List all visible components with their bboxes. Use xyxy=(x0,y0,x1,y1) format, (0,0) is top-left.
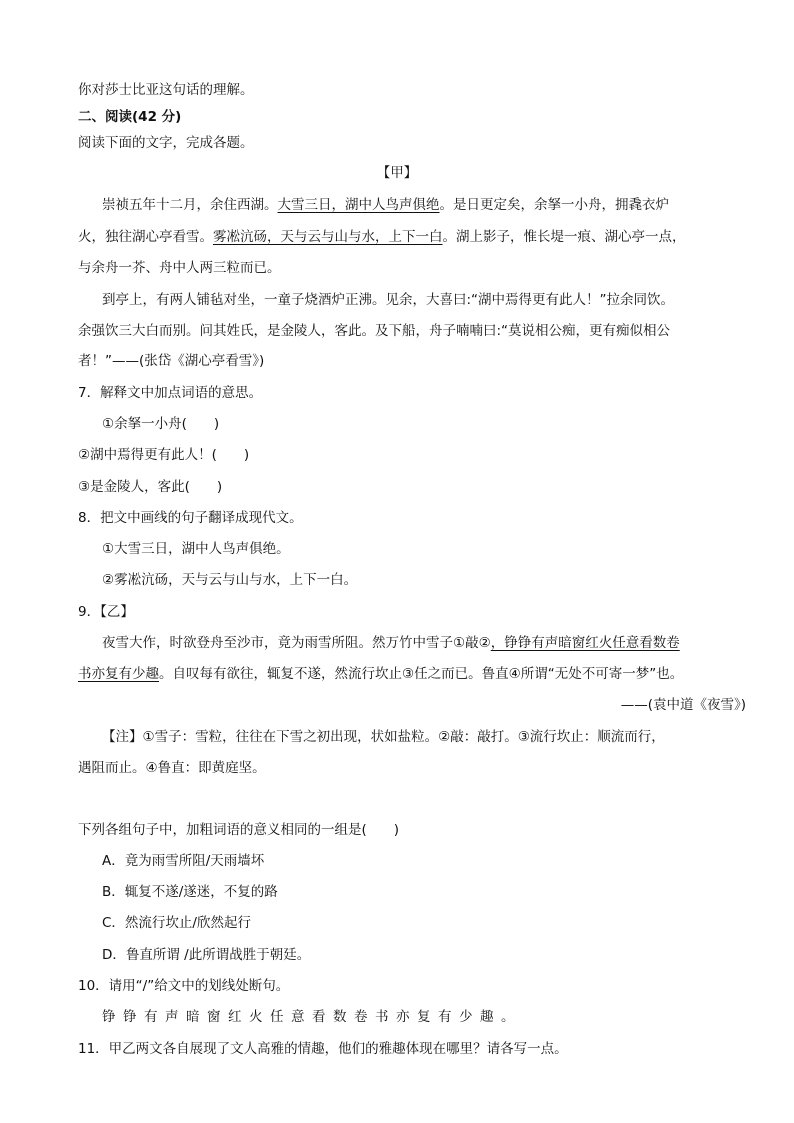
question-8-stem: 8．把文中画线的句子翻译成现代文。 xyxy=(78,510,303,526)
question-7-item: ②湖中焉得更有此人！( ) xyxy=(78,447,250,463)
reading-instruction: 阅读下面的文字，完成各题。 xyxy=(78,135,254,151)
passage-a-line xyxy=(102,195,794,215)
passage-a-line: 与余舟一芥、舟中人两三粒而已。 xyxy=(78,260,281,276)
passage-a-line xyxy=(78,227,794,247)
question-9-option-c: C．然流行坎止/欣然起行 xyxy=(102,915,251,931)
passage-a-line: 到亭上，有两人铺毡对坐，一童子烧酒炉正沸。见余，大喜曰:“湖中焉得更有此人！”拉余同饮。 xyxy=(102,292,675,308)
question-7-item: ①余拏一小舟( ) xyxy=(102,416,220,432)
passage-b-source: ——(袁中道《夜雪》) xyxy=(620,697,746,713)
underlined-passage-b: 书亦复有少趣 xyxy=(78,666,159,682)
underlined-passage-b: ，铮铮有声暗窗红火任意看数卷 xyxy=(490,635,680,651)
intro-tail-text: 你对莎士比亚这句话的理解。 xyxy=(78,82,254,98)
passage-b-line xyxy=(102,633,794,653)
passage-a-text: 火，独往湖心亭看雪。 xyxy=(78,229,213,245)
question-8-item: ②雾凇沆砀，天与云与山与水，上下一白。 xyxy=(102,572,358,588)
question-9-label: 9．【乙】 xyxy=(78,604,134,620)
passage-a-text: 。湖上影子，惟长堤一痕、湖心亭一点， xyxy=(442,229,686,245)
underlined-sentence-2: 雾凇沆砀，天与云与山与水，上下一白 xyxy=(213,229,443,245)
question-9-option-a: A．竟为雨雪所阻/天雨墙坏 xyxy=(102,853,265,869)
question-10-stem: 10．请用“/”给文中的划线处断句。 xyxy=(78,978,290,994)
question-9-stem: 下列各组句子中，加粗词语的意义相同的一组是( ) xyxy=(78,822,400,838)
underlined-sentence-1: 大雪三日，湖中人鸟声俱绝 xyxy=(277,197,440,213)
section-title: 二、阅读(42 分) xyxy=(78,109,182,125)
passage-a-text: 。是日更定矣，余拏一小舟，拥毳衣炉 xyxy=(439,197,669,213)
passage-a-line: 余强饮三大白而别。问其姓氏，是金陵人，客此。及下船，舟子喃喃曰:“莫说相公痴，更有痴似相公 xyxy=(78,323,671,339)
passage-b-note: 【注】①雪子：雪粒，往往在下雪之初出现，状如盐粒。②敲：敲打。③流行坎止：顺流而行， xyxy=(102,729,665,745)
question-7-stem: 7．解释文中加点词语的意思。 xyxy=(78,385,263,401)
question-9-option-b: B．辄复不遂/遂迷，不复的路 xyxy=(102,884,278,900)
passage-a-text: 崇祯五年十二月，余住西湖。 xyxy=(102,197,278,213)
question-11-stem: 11．甲乙两文各自展现了文人高雅的情趣，他们的雅趣体现在哪里？请各写一点。 xyxy=(78,1041,568,1057)
question-8-item: ①大雪三日，湖中人鸟声俱绝。 xyxy=(102,541,290,557)
passage-a-heading: 【甲】 xyxy=(376,165,418,181)
question-9-option-d: D．鲁直所谓 /此所谓战胜于朝廷。 xyxy=(102,947,311,963)
passage-b-text: 。自叹每有欲往，辄复不遂，然流行坎止③任之而已。鲁直④所谓“无处不可寄一梦”也。 xyxy=(159,666,684,682)
passage-b-note: 遇阻而止。④鲁直：即黄庭坚。 xyxy=(78,760,266,776)
passage-b-text: 夜雪大作，时欲登舟至沙市，竟为雨雪所阻。然万竹中雪子①敲② xyxy=(102,635,491,651)
question-7-item: ③是金陵人，客此( ) xyxy=(78,479,223,495)
passage-a-source: 者！”——(张岱《湖心亭看雪》) xyxy=(78,353,265,369)
question-10-text: 铮铮有声暗窗红火任意看数卷书亦复有少趣。 xyxy=(102,1009,522,1025)
passage-b-line xyxy=(78,664,794,684)
